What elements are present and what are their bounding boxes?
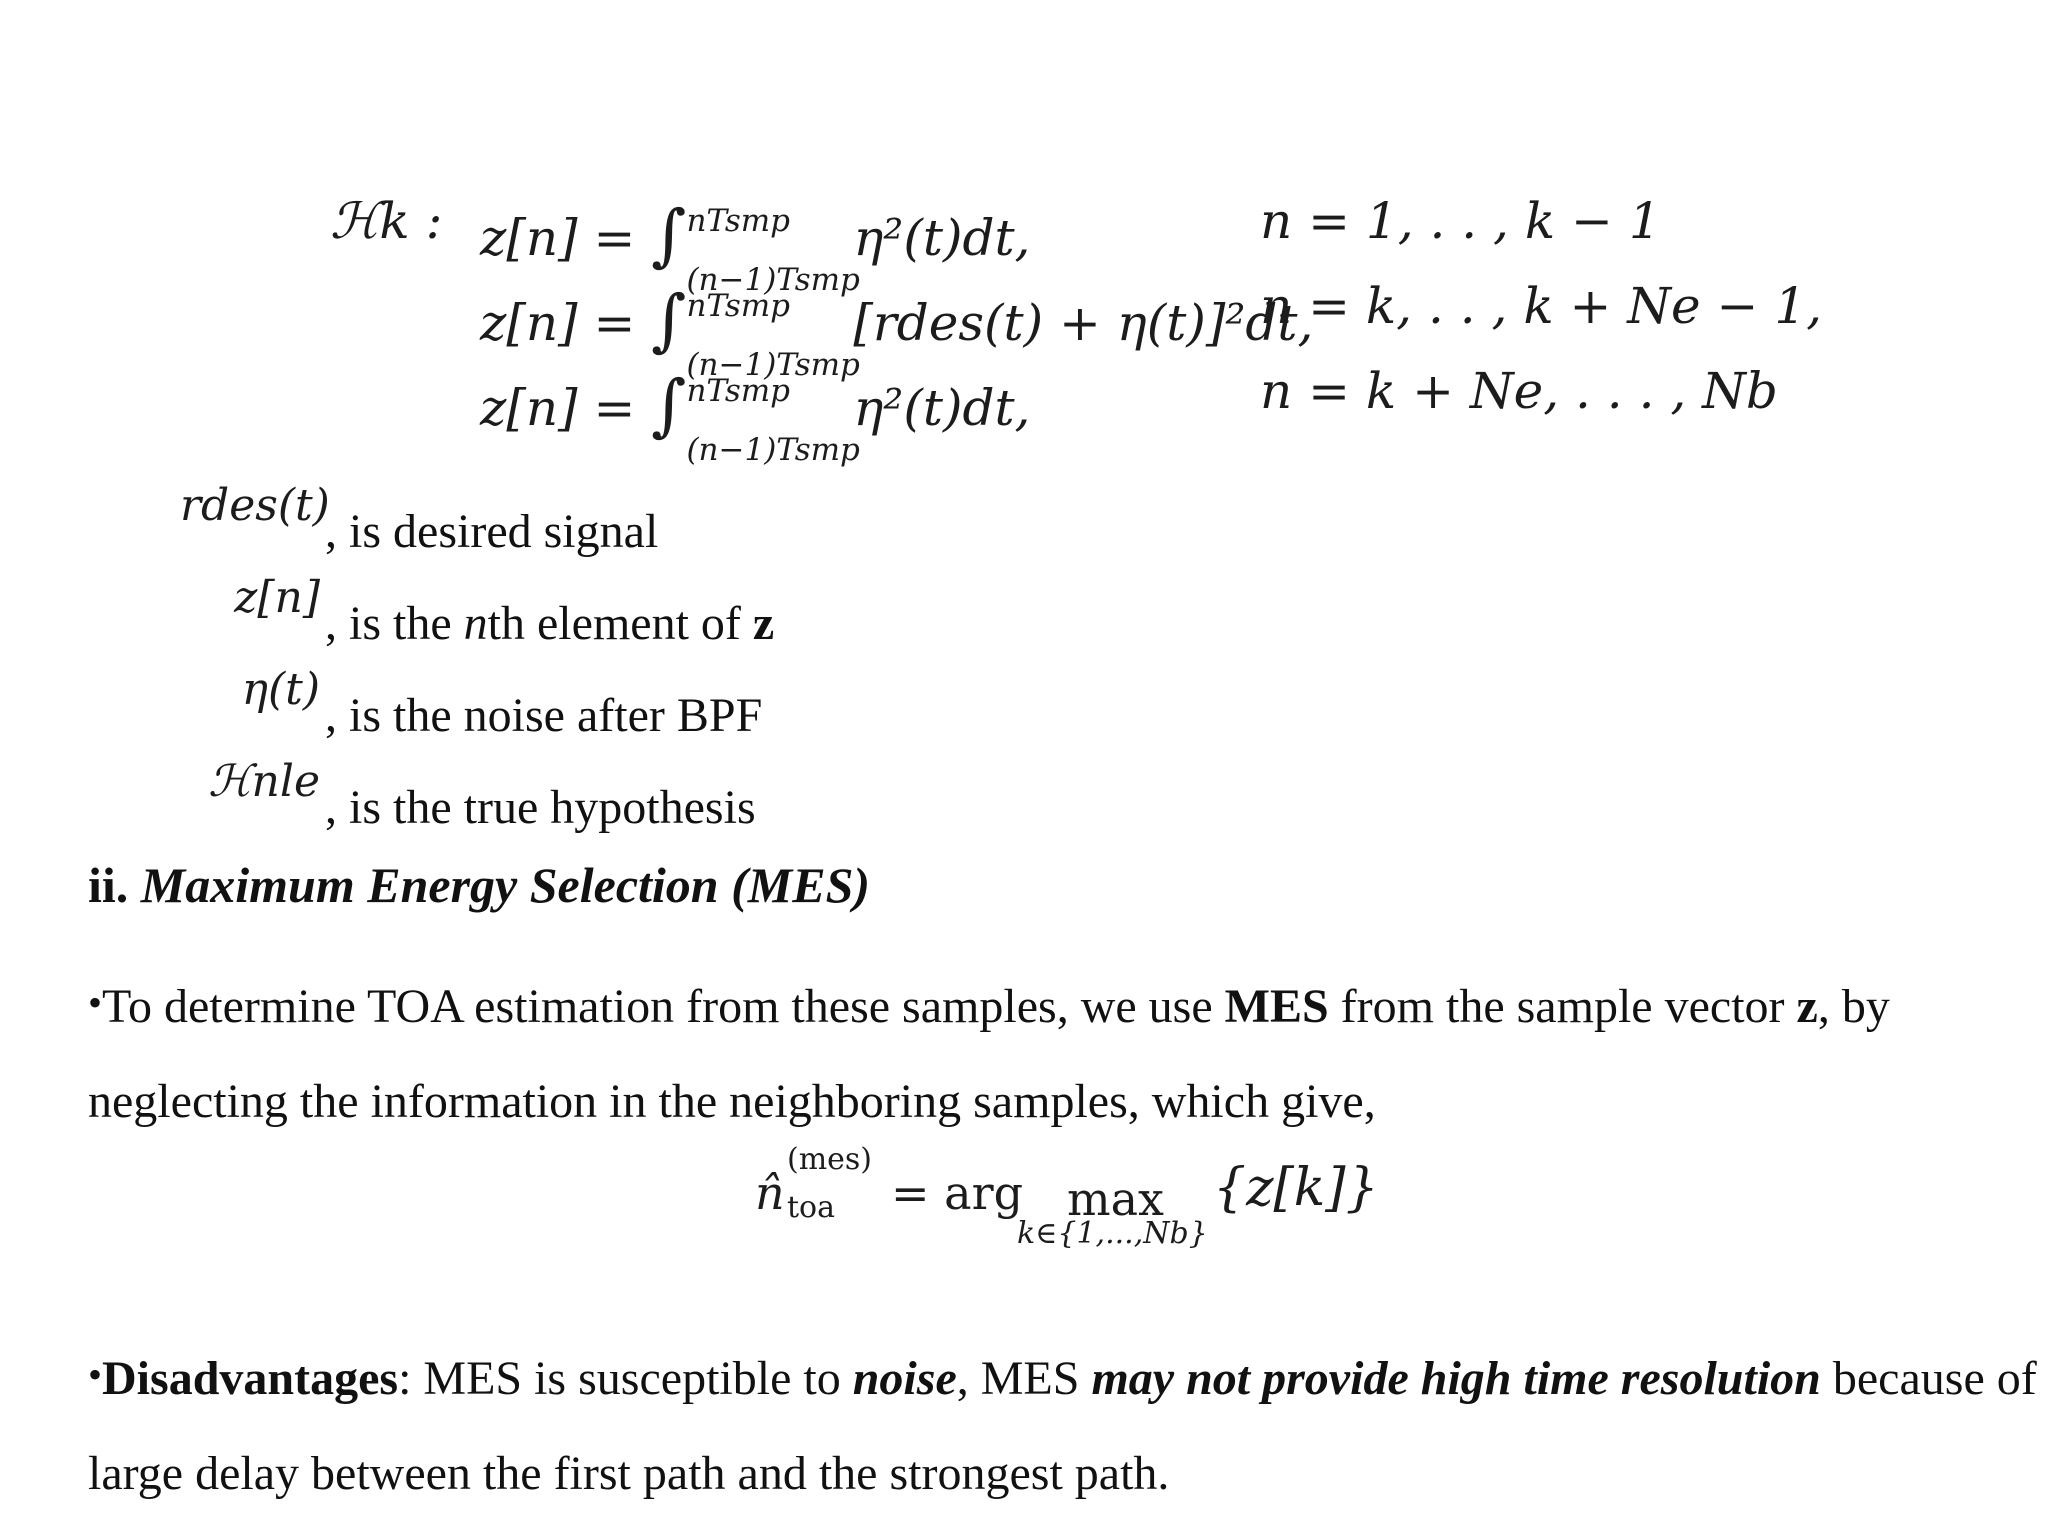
bullet: •	[88, 980, 103, 1025]
estimate-superscript: (mes)	[787, 1142, 873, 1177]
paragraph-bold-italic: may not provide high time resolution	[1091, 1352, 1821, 1405]
row-integrand: η²(t)dt,	[853, 209, 1031, 267]
definition-text-em: n	[463, 597, 488, 650]
definition-text: , is the true hypothesis	[325, 781, 756, 834]
integral-sign: ∫	[651, 365, 687, 445]
row-integrand: η²(t)dt,	[853, 379, 1031, 437]
paragraph-bold: z	[1796, 980, 1818, 1033]
paragraph-text: from the sample vector	[1328, 980, 1797, 1033]
definition-text	[325, 596, 774, 651]
row-integrand: [rdes(t) + η(t)]²dt,	[853, 294, 1314, 352]
lower-limit: (n−1)Tsmp	[686, 346, 860, 383]
definition-text-mid: th element of	[487, 597, 753, 650]
hypothesis-row-3	[480, 362, 1031, 468]
integral-sign: ∫	[651, 280, 687, 360]
lower-limit: (n−1)Tsmp	[686, 261, 860, 298]
paragraph-bold: MES	[1224, 980, 1329, 1033]
section-title: Maximum Energy Selection (MES)	[140, 857, 871, 913]
definition-text-pre: , is the	[325, 597, 464, 650]
max-subscript: k∈{1,...,Nb}	[1017, 1216, 1208, 1251]
paragraph-bold: Disadvantages	[102, 1352, 399, 1405]
paragraph-disadvantages	[88, 1332, 2048, 1520]
paragraph-bold-italic: noise	[852, 1352, 957, 1405]
paragraph-text: because of large delay between the first path and the strongest path.	[88, 1352, 2037, 1500]
definition-text: , is desired signal	[325, 505, 659, 558]
max-argument: {z[k]}	[1213, 1158, 1379, 1218]
paragraph-text: , by neglecting the information in the neighboring samples, which give,	[88, 980, 1890, 1128]
bullet: •	[88, 1352, 103, 1397]
hypothesis-equation	[330, 180, 1823, 468]
hypothesis-condition-3: n = k + Ne, . . . , Nb	[1260, 362, 1778, 420]
upper-limit: nTsmp	[686, 287, 790, 324]
definition-symbol: ℋnle	[208, 756, 320, 807]
hypothesis-row-1	[480, 192, 1031, 298]
paragraph-text: , MES	[956, 1352, 1092, 1405]
upper-limit: nTsmp	[686, 372, 790, 409]
upper-limit: nTsmp	[686, 202, 790, 239]
section-number: ii.	[88, 857, 129, 913]
definition-symbol: rdes(t)	[180, 480, 330, 531]
lower-limit: (n−1)Tsmp	[686, 431, 860, 468]
integral-sign: ∫	[651, 195, 687, 275]
row-lhs: z[n] =	[480, 209, 636, 267]
max-operator: max	[1067, 1172, 1164, 1226]
definition-symbol: η(t)	[241, 664, 320, 715]
definition-text: , is the noise after BPF	[325, 689, 763, 742]
estimate-symbol: n̂	[755, 1166, 785, 1220]
paragraph-text: : MES is susceptible to	[398, 1352, 853, 1405]
row-lhs: z[n] =	[480, 294, 636, 352]
row-lhs: z[n] =	[480, 379, 636, 437]
estimate-subscript: toa	[787, 1190, 836, 1225]
hypothesis-row-2	[480, 277, 1314, 383]
definition-symbol: z[n]	[234, 572, 320, 623]
definition-text-bold: z	[752, 597, 775, 650]
paragraph-mes-description	[88, 960, 2048, 1148]
argmax-equation	[755, 1142, 1379, 1258]
hypothesis-label: ℋk :	[330, 192, 443, 250]
paragraph-text: To determine TOA estimation from these samples, we use	[102, 980, 1225, 1033]
section-heading	[88, 856, 870, 914]
equals-arg: = arg	[891, 1166, 1024, 1220]
hypothesis-condition-2: n = k, . . , k + Ne − 1,	[1260, 277, 1823, 335]
hypothesis-condition-1: n = 1, . . , k − 1	[1260, 192, 1661, 250]
